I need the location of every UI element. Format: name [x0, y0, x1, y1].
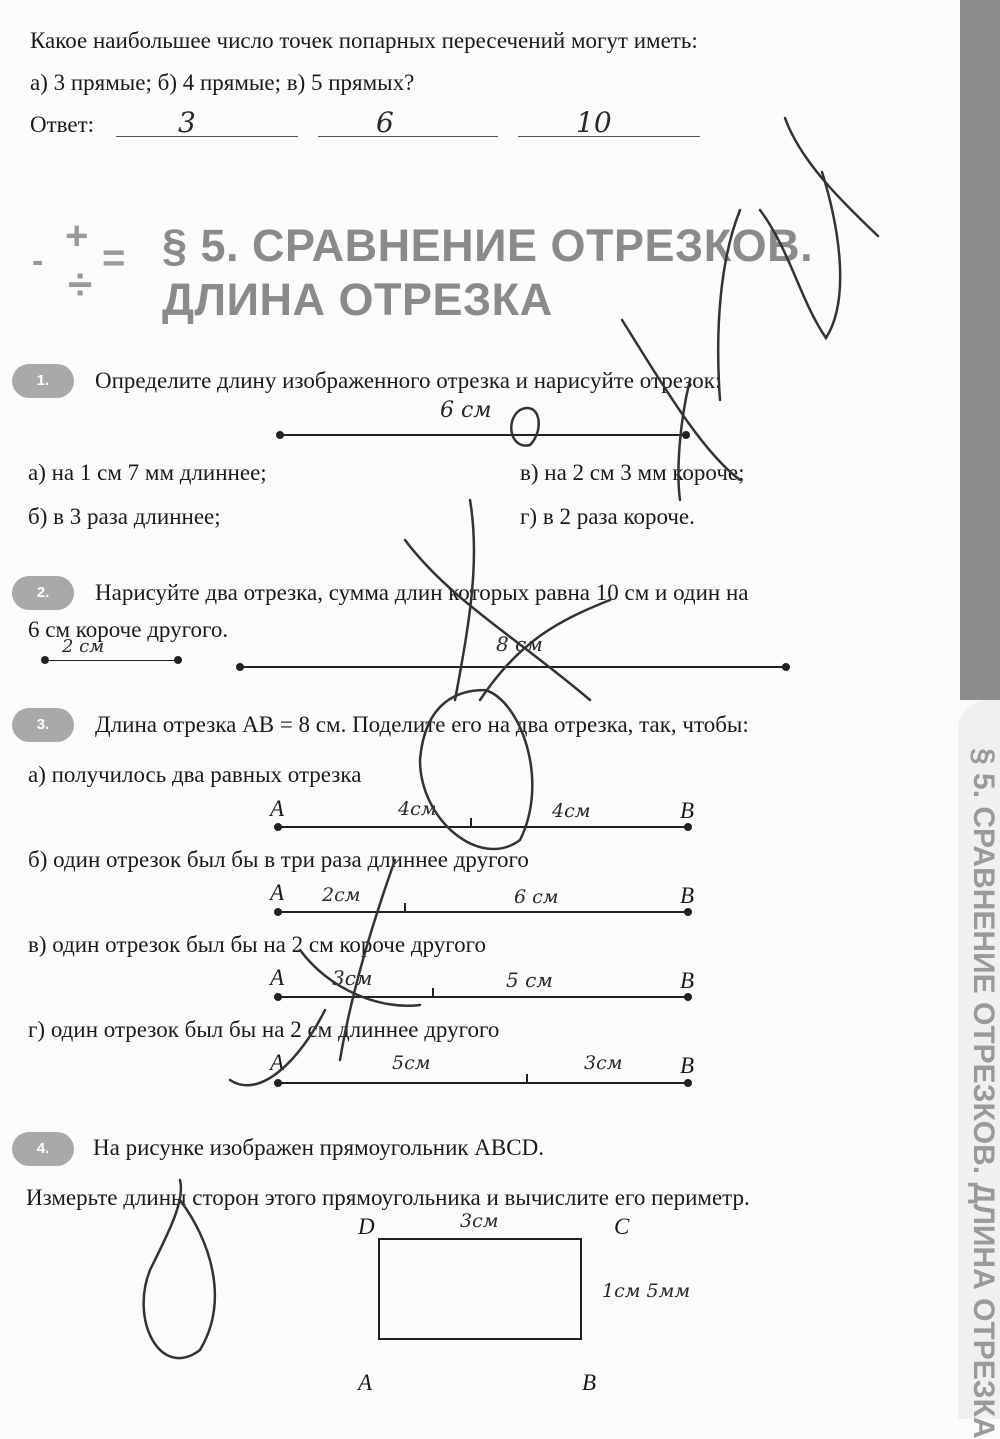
point-b: B: [680, 1053, 695, 1078]
task-3-segment-v: [278, 996, 688, 998]
task-2-text-line2: 6 см короче другого.: [28, 617, 229, 642]
task-3-v-left: 3см: [332, 966, 373, 990]
task-2-segment-short: [45, 660, 178, 661]
answer-line-a: [116, 136, 298, 137]
task-3-divider-v: [432, 988, 434, 997]
task-4-badge: 4.: [12, 1132, 74, 1166]
task-3-part-b-label: б) один отрезок был бы в три раза длиннее другого: [28, 847, 529, 872]
task-3-divider-a: [470, 818, 472, 827]
intro-question-line2: а) 3 прямые; б) 4 прямые; в) 5 прямых?: [30, 70, 415, 95]
vertex-b: B: [582, 1370, 597, 1395]
answer-line-b: [318, 136, 498, 137]
task-2-text-line1: Нарисуйте два отрезка, сумма длин которых равна 10 см и один на: [95, 580, 749, 605]
task-4-handwritten-top: 3см: [460, 1210, 499, 1232]
task-3-segment-a: [278, 826, 688, 828]
math-symbols-icon: + - = ÷: [32, 214, 126, 309]
task-3-segment-b: [278, 911, 688, 913]
point-a: A: [270, 1050, 285, 1075]
rectangle-abcd: [378, 1238, 582, 1340]
task-2-badge: 2.: [12, 576, 74, 610]
side-tab-label: § 5. СРАВНЕНИЕ ОТРЕЗКОВ. ДЛИНА ОТРЕЗКА: [967, 748, 1000, 1439]
task-3-a-left: 4см: [398, 798, 437, 820]
task-1-option-g: г) в 2 раза короче.: [520, 504, 695, 529]
point-a: A: [270, 965, 285, 990]
task-3-divider-g: [526, 1074, 528, 1083]
task-4-handwritten-side: 1см 5мм: [602, 1280, 691, 1302]
page-edge-shade: [960, 0, 1000, 700]
task-4-text2: Измерьте длины сторон этого прямоугольника и вычислите его периметр.: [26, 1185, 750, 1210]
answer-c: 10: [576, 106, 612, 139]
point-a: A: [270, 796, 285, 821]
task-3-divider-b: [404, 903, 406, 912]
task-1-option-b: б) в 3 раза длиннее;: [28, 504, 221, 529]
vertex-c: C: [614, 1214, 630, 1239]
task-3-segment-g: [278, 1082, 688, 1084]
task-3-part-g-label: г) один отрезок был бы на 2 см длиннее другого: [28, 1017, 500, 1042]
vertex-a: A: [358, 1370, 373, 1395]
answer-label: Ответ:: [30, 112, 95, 137]
task-3-g-left: 5см: [392, 1052, 431, 1074]
task-2-handwritten-short: 2 см: [62, 636, 105, 657]
task-2-segment-long: [240, 666, 786, 668]
task-3-part-a-label: а) получилось два равных отрезка: [28, 762, 362, 787]
task-1-option-a: а) на 1 см 7 мм длиннее;: [28, 460, 267, 485]
task-1-handwritten: 6 см: [440, 398, 492, 423]
task-3-v-right: 5 см: [506, 968, 553, 992]
intro-question-line1: Какое наибольшее число точек попарных пересечений могут иметь:: [30, 28, 698, 53]
section-title-line2: ДЛИНА ОТРЕЗКА: [162, 274, 553, 325]
vertex-d: D: [358, 1214, 375, 1239]
section-title-line1: § 5. СРАВНЕНИЕ ОТРЕЗКОВ.: [162, 220, 814, 271]
task-1-text: Определите длину изображенного отрезка и нарисуйте отрезок:: [95, 368, 722, 393]
task-3-b-left: 2см: [322, 884, 361, 906]
point-b: B: [680, 968, 695, 993]
task-2-handwritten-long: 8 см: [496, 632, 543, 656]
task-3-badge: 3.: [12, 708, 74, 742]
task-3-part-v-label: в) один отрезок был бы на 2 см короче другого: [28, 932, 486, 957]
task-3-a-right: 4см: [552, 800, 591, 822]
task-3-g-right: 3см: [584, 1052, 623, 1074]
point-a: A: [270, 880, 285, 905]
task-3-text: Длина отрезка AB = 8 см. Поделите его на два отрезка, так, чтобы:: [95, 712, 749, 737]
task-3-b-right: 6 см: [514, 886, 559, 908]
task-1-segment: [280, 434, 686, 436]
answer-a: 3: [178, 106, 196, 139]
task-1-badge: 1.: [12, 364, 74, 398]
task-4-text: На рисунке изображен прямоугольник ABCD.: [93, 1135, 544, 1160]
point-b: B: [680, 798, 695, 823]
point-b: B: [680, 883, 695, 908]
answer-b: 6: [376, 106, 394, 139]
task-1-option-v: в) на 2 см 3 мм короче;: [520, 460, 745, 485]
